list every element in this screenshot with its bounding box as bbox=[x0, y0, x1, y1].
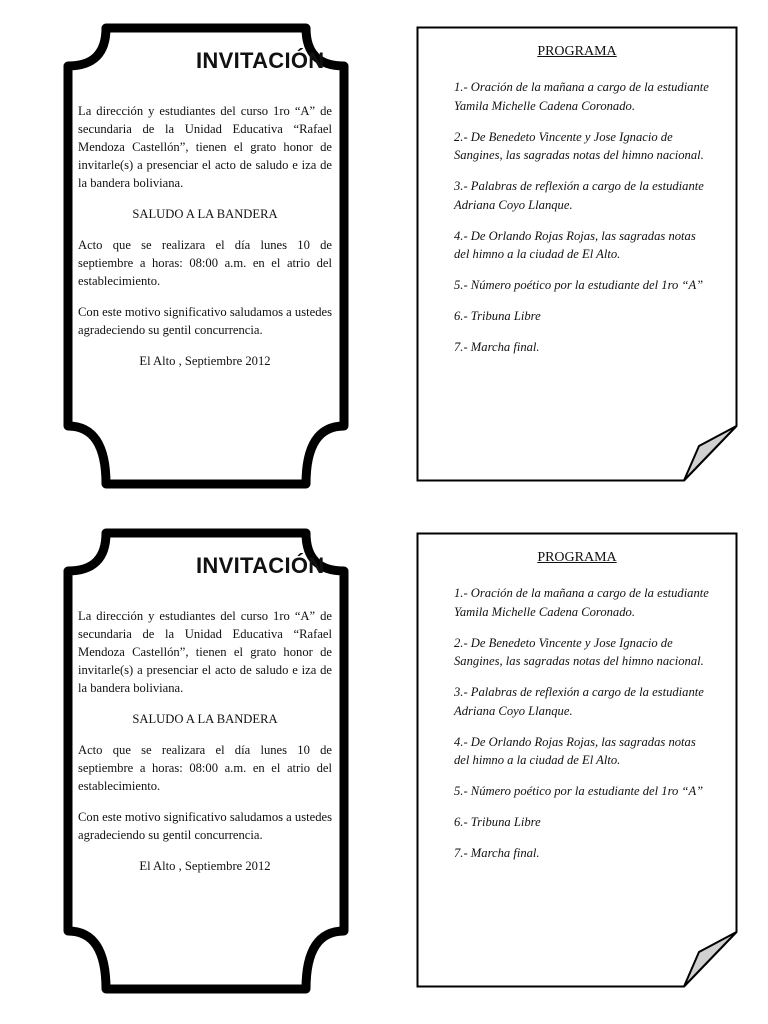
program-item: 7.- Marcha final. bbox=[454, 340, 540, 354]
program-list bbox=[454, 78, 714, 369]
program-item: 4.- De Orlando Rojas Rojas, las sagradas notas del himno a la ciudad de El Alto. bbox=[454, 228, 696, 261]
invitation-paragraph: Con este motivo significativo saludamos a ustedes agradeciendo su gentil concurrencia. bbox=[78, 305, 332, 337]
invitation-paragraph: Acto que se realizara el día lunes 10 de septiembre a horas: 08:00 a.m. en el atrio del establecimiento. bbox=[78, 238, 332, 288]
invitation-card-top bbox=[56, 22, 356, 490]
invitation-paragraph: La dirección y estudiantes del curso 1ro “A” de secundaria de la Unidad Educativa “Rafael Mendoza Castellón”, tienen el grato honor de invitarle(s) a presenciar el acto de saludo e iza de la bandera boliviana. bbox=[78, 104, 332, 190]
invitation-body bbox=[78, 102, 332, 383]
invitation-paragraph: Acto que se realizara el día lunes 10 de septiembre a horas: 08:00 a.m. en el atrio del establecimiento. bbox=[78, 743, 332, 793]
invitation-heading: SALUDO A LA BANDERA bbox=[132, 207, 278, 221]
program-sheet-top bbox=[416, 26, 738, 482]
program-item: 2.- De Benedeto Vincente y Jose Ignacio de Sangines, las sagradas notas del himno nacional. bbox=[454, 129, 704, 162]
program-title: PROGRAMA bbox=[537, 550, 617, 565]
invitation-title: INVITACIÓN bbox=[196, 553, 325, 578]
program-title: PROGRAMA bbox=[537, 44, 617, 59]
program-item: 5.- Número poético por la estudiante del 1ro “A” bbox=[454, 784, 704, 798]
program-item: 7.- Marcha final. bbox=[454, 846, 540, 860]
program-item: 3.- Palabras de reflexión a cargo de la estudiante Adriana Coyo Llanque. bbox=[454, 685, 704, 718]
program-item: 5.- Número poético por la estudiante del 1ro “A” bbox=[454, 278, 704, 292]
invitation-card-bottom bbox=[56, 527, 356, 995]
program-item: 2.- De Benedeto Vincente y Jose Ignacio de Sangines, las sagradas notas del himno nacional. bbox=[454, 635, 704, 668]
program-item: 3.- Palabras de reflexión a cargo de la estudiante Adriana Coyo Llanque. bbox=[454, 179, 704, 212]
invitation-paragraph: Con este motivo significativo saludamos a ustedes agradeciendo su gentil concurrencia. bbox=[78, 810, 332, 842]
program-item: 6.- Tribuna Libre bbox=[454, 815, 541, 829]
program-list bbox=[454, 584, 714, 875]
program-item: 4.- De Orlando Rojas Rojas, las sagradas notas del himno a la ciudad de El Alto. bbox=[454, 734, 696, 767]
invitation-date: El Alto , Septiembre 2012 bbox=[139, 859, 271, 873]
program-item: 1.- Oración de la mañana a cargo de la estudiante Yamila Michelle Cadena Coronado. bbox=[454, 586, 709, 619]
invitation-paragraph: La dirección y estudiantes del curso 1ro “A” de secundaria de la Unidad Educativa “Rafael Mendoza Castellón”, tienen el grato honor de invitarle(s) a presenciar el acto de saludo e iza de la bandera boliviana. bbox=[78, 609, 332, 695]
invitation-heading: SALUDO A LA BANDERA bbox=[132, 712, 278, 726]
program-item: 1.- Oración de la mañana a cargo de la estudiante Yamila Michelle Cadena Coronado. bbox=[454, 80, 709, 113]
program-item: 6.- Tribuna Libre bbox=[454, 309, 541, 323]
program-sheet-bottom bbox=[416, 532, 738, 988]
invitation-body bbox=[78, 607, 332, 888]
invitation-date: El Alto , Septiembre 2012 bbox=[139, 354, 271, 368]
invitation-title: INVITACIÓN bbox=[196, 48, 325, 73]
